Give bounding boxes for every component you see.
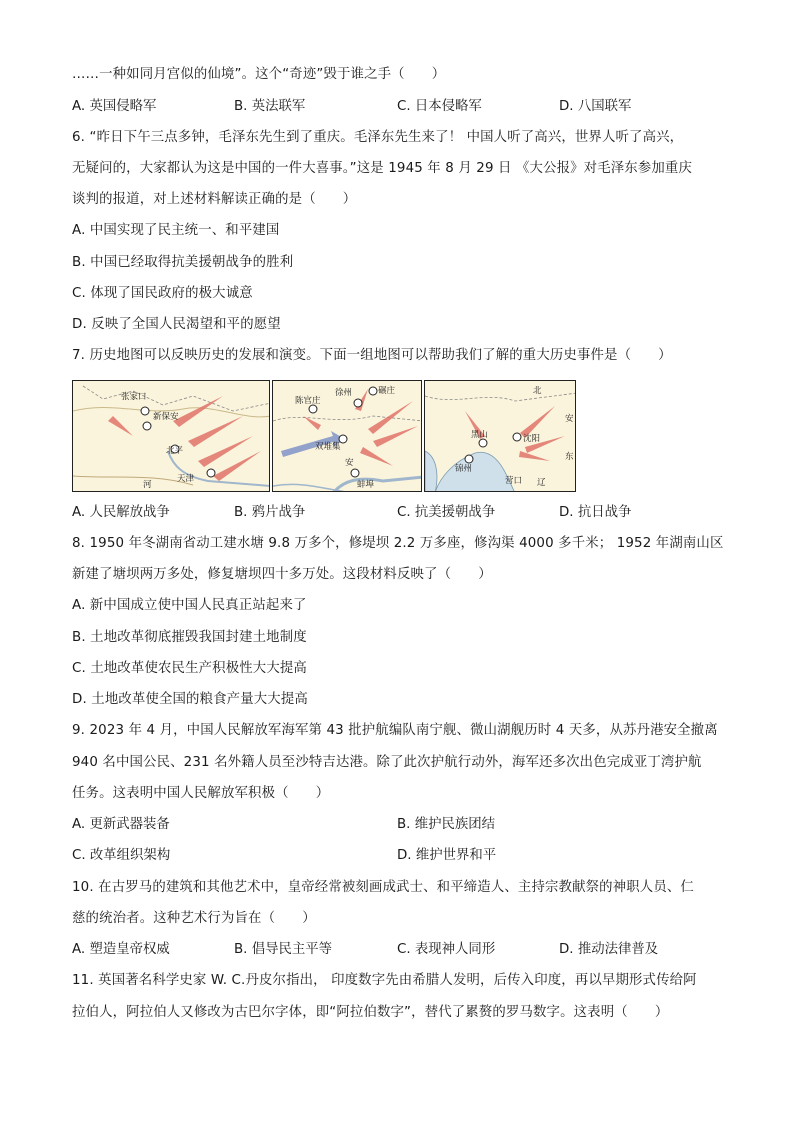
map3-label-bei: 北	[533, 386, 542, 396]
q9-option-d[interactable]: D. 维护世界和平	[397, 848, 497, 863]
q6-option-d[interactable]: D. 反映了全国人民渴望和平的愿望	[72, 317, 281, 332]
q9-line-2: 940 名中国公民、231 名外籍人员至沙特吉达港。除了此次护航行动外，海军还多次出色完成亚丁湾护航	[72, 755, 702, 770]
q7-stem: 7. 历史地图可以反映历史的发展和演变。下面一组地图可以帮助我们了解的重大历史事件是（ ）	[72, 348, 672, 363]
q5-option-c[interactable]: C. 日本侵略军	[397, 99, 482, 114]
q6-line-1: 6. “昨日下午三点多钟，毛泽东先生到了重庆。毛泽东先生来了！ 中国人听了高兴，世界人听了高兴，	[72, 130, 684, 145]
q10-option-a[interactable]: A. 塑造皇帝权威	[72, 942, 170, 957]
q7-option-a[interactable]: A. 人民解放战争	[72, 505, 170, 520]
q6-line-2: 无疑问的，大家都认为这是中国的一件大喜事。”这是 1945 年 8 月 29 日 《大公报》对毛泽东参加重庆	[72, 161, 693, 176]
q8-option-c[interactable]: C. 土地改革使农民生产积极性大大提高	[72, 661, 307, 676]
map3-label-liao: 辽	[537, 478, 546, 488]
q6-option-a[interactable]: A. 中国实现了民主统一、和平建国	[72, 223, 280, 238]
q9-option-a[interactable]: A. 更新武器装备	[72, 817, 170, 832]
map2-label-nianzhuang: 碾庄	[378, 386, 396, 396]
q10-option-c[interactable]: C. 表现神人同形	[397, 942, 496, 957]
q10-option-d[interactable]: D. 推动法律普及	[559, 942, 659, 957]
q6-option-c[interactable]: C. 体现了国民政府的极大诚意	[72, 286, 253, 301]
q8-line-1: 8. 1950 年冬湖南省动工建水塘 9.8 万多个，修堤坝 2.2 万多座，修沟渠 4000 多千米； 1952 年湖南山区	[72, 536, 724, 551]
q8-option-b[interactable]: B. 土地改革彻底摧毁我国封建土地制度	[72, 630, 307, 645]
q5-options	[72, 98, 732, 116]
q9-options-row-1	[72, 816, 732, 834]
map1-label-xinbaoan: 新保安	[153, 412, 179, 422]
map3-label-an: 安	[565, 414, 574, 424]
q10-option-b[interactable]: B. 倡导民主平等	[234, 942, 333, 957]
map-liaoshen	[424, 380, 576, 492]
q7-map-group	[72, 380, 576, 492]
q9-option-b[interactable]: B. 维护民族团结	[397, 817, 496, 832]
q5-option-b[interactable]: B. 英法联军	[234, 99, 306, 114]
map3-label-dong: 东	[565, 452, 574, 462]
map1-label-beiping: 北平	[166, 446, 184, 456]
map2-label-an: 安	[345, 458, 354, 468]
map2-label-xuzhou: 徐州	[335, 388, 353, 398]
q5-option-d[interactable]: D. 八国联军	[559, 99, 632, 114]
q7-option-c[interactable]: C. 抗美援朝战争	[397, 505, 496, 520]
map3-label-jinzhou: 锦州	[455, 464, 473, 474]
q8-line-2: 新建了塘坝两万多处，修复塘坝四十多万处。这段材料反映了（ ）	[72, 567, 492, 582]
q5-option-a[interactable]: A. 英国侵略军	[72, 99, 157, 114]
map-pingjin	[72, 380, 270, 492]
q11-line-2: 拉伯人，阿拉伯人又修改为古巴尔字体，即“阿拉伯数字”，替代了累赘的罗马数字。这表明（ ）	[72, 1005, 669, 1020]
q8-option-d[interactable]: D. 土地改革使全国的粮食产量大大提高	[72, 692, 308, 707]
q6-line-3: 谈判的报道，对上述材料解读正确的是（ ）	[72, 192, 357, 207]
map3-label-yingkou: 营口	[505, 476, 523, 486]
map1-label-zhangjiakou: 张家口	[121, 392, 147, 402]
q10-options	[72, 941, 732, 959]
map3-label-heishan: 黑山	[471, 430, 489, 440]
q10-line-1: 10. 在古罗马的建筑和其他艺术中，皇帝经常被刻画成武士、和平缔造人、主持宗教献祭的神职人员、仁	[72, 880, 694, 895]
map2-label-bengbu: 蚌埠	[357, 480, 375, 490]
q9-line-3: 任务。这表明中国人民解放军积极（ ）	[72, 786, 330, 801]
map2-label-chenguanzhuang: 陈官庄	[295, 396, 321, 406]
q9-option-c[interactable]: C. 改革组织架构	[72, 848, 171, 863]
map1-label-tianjin: 天津	[177, 474, 195, 484]
q6-option-b[interactable]: B. 中国已经取得抗美援朝战争的胜利	[72, 255, 294, 270]
q11-line-1: 11. 英国著名科学史家 W. C.丹皮尔指出， 印度数字先由希腊人发明，后传入印度，再以早期形式传给阿	[72, 973, 697, 988]
q10-line-2: 慈的统治者。这种艺术行为旨在（ ）	[72, 911, 316, 926]
map3-label-shenyang: 沈阳	[523, 434, 541, 444]
q5-stem: ……一种如同月宫似的仙境”。这个“奇迹”毁于谁之手（ ）	[72, 67, 446, 82]
map2-label-shuangduiji: 双堆集	[315, 442, 341, 452]
q7-options	[72, 504, 732, 522]
q9-line-1: 9. 2023 年 4 月，中国人民解放军海军第 43 批护航编队南宁舰、微山湖舰历时 4 天多，从苏丹港安全撤离	[72, 723, 718, 738]
q7-option-b[interactable]: B. 鸦片战争	[234, 505, 306, 520]
map-huaihai	[272, 380, 422, 492]
q8-option-a[interactable]: A. 新中国成立使中国人民真正站起来了	[72, 598, 307, 613]
map1-label-he: 河	[143, 480, 152, 490]
q7-option-d[interactable]: D. 抗日战争	[559, 505, 632, 520]
q9-options-row-2	[72, 847, 732, 865]
